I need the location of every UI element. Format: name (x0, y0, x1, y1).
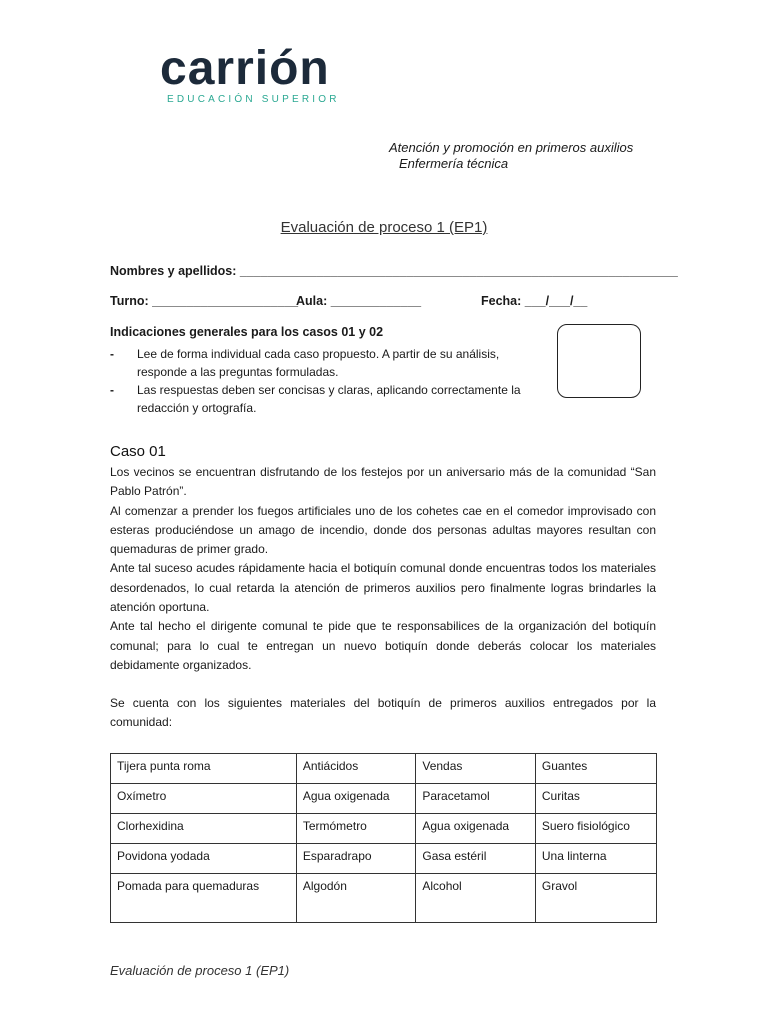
fecha-field[interactable]: Fecha: ___/___/__ (481, 294, 588, 308)
page-footer: Evaluación de proceso 1 (EP1) (110, 963, 290, 978)
table-row (111, 754, 657, 784)
table-cell: Vendas (416, 754, 536, 784)
table-cell: Paracetamol (416, 784, 536, 814)
carrion-logo (160, 44, 370, 110)
table-cell: Suero fisiológico (535, 814, 656, 844)
table-row (111, 784, 657, 814)
case-body (110, 463, 656, 675)
indication-text: Las respuestas deben ser concisas y claras, aplicando correctamente la redacción y ortografía. (137, 383, 521, 415)
table-cell: Esparadrapo (296, 844, 416, 874)
indication-text: Lee de forma individual cada caso propuesto. A partir de su análisis, responde a las preguntas formuladas. (137, 347, 500, 379)
document-title: Evaluación de proceso 1 (EP1) (280, 219, 488, 236)
table-cell: Pomada para quemaduras (111, 874, 297, 923)
table-cell: Termómetro (296, 814, 416, 844)
logo-tagline: EDUCACIÓN SUPERIOR (167, 94, 340, 105)
bullet-dash: - (110, 347, 114, 361)
case-paragraph: Los vecinos se encuentran disfrutando de los festejos por un aniversario más de la comunidad “San Pablo Patrón”. (110, 465, 656, 499)
materials-table (110, 753, 657, 923)
table-cell: Curitas (535, 784, 656, 814)
turno-field[interactable]: Turno: _____________________ (110, 294, 299, 308)
indication-item (110, 381, 540, 417)
indications-heading: Indicaciones generales para los casos 01 y 02 (110, 325, 384, 339)
table-row (111, 874, 657, 923)
table-row (111, 844, 657, 874)
table-cell: Povidona yodada (111, 844, 297, 874)
table-cell: Guantes (535, 754, 656, 784)
table-cell: Alcohol (416, 874, 536, 923)
table-cell: Oxímetro (111, 784, 297, 814)
table-cell: Agua oxigenada (296, 784, 416, 814)
table-cell: Una linterna (535, 844, 656, 874)
materials-intro: Se cuenta con los siguientes materiales del botiquín de primeros auxilios entregados por la comunidad: (110, 696, 656, 730)
indication-item (110, 345, 540, 381)
table-cell: Tijera punta roma (111, 754, 297, 784)
course-name: Atención y promoción en primeros auxilios (389, 140, 634, 155)
course-header (389, 140, 633, 172)
logo-wordmark: carrión (160, 42, 330, 95)
case-paragraph: Ante tal suceso acudes rápidamente hacia el botiquín comunal donde encuentras todos los materiales desordenados, lo cual retarda la atención de primeros auxilios pero finalmente logras brindarles la atención oportuna. (110, 561, 656, 615)
bullet-dash: - (110, 383, 114, 397)
grade-box (557, 324, 641, 398)
case-title: Caso 01 (110, 443, 166, 460)
table-cell: Algodón (296, 874, 416, 923)
case-paragraph: Ante tal hecho el dirigente comunal te pide que te responsabilices de la organización del botiquín comunal; para lo cual te entregan un nuevo botiquín donde deberás colocar los materiales debidamente organizados. (110, 619, 656, 672)
table-cell: Agua oxigenada (416, 814, 536, 844)
table-cell: Gravol (535, 874, 656, 923)
name-field[interactable]: Nombres y apellidos: _______________________________________________________________ (110, 264, 678, 278)
table-row (111, 814, 657, 844)
table-cell: Gasa estéril (416, 844, 536, 874)
table-cell: Antiácidos (296, 754, 416, 784)
aula-field[interactable]: Aula: _____________ (296, 294, 422, 308)
case-paragraph: Al comenzar a prender los fuegos artificiales uno de los cohetes cae en el comedor improvisado con esteras produciéndose un amago de incendio, donde dos personas adultas mayores resultan con quemaduras de primer grado. (110, 503, 656, 557)
program-name: Enfermería técnica (399, 156, 509, 171)
table-cell: Clorhexidina (111, 814, 297, 844)
